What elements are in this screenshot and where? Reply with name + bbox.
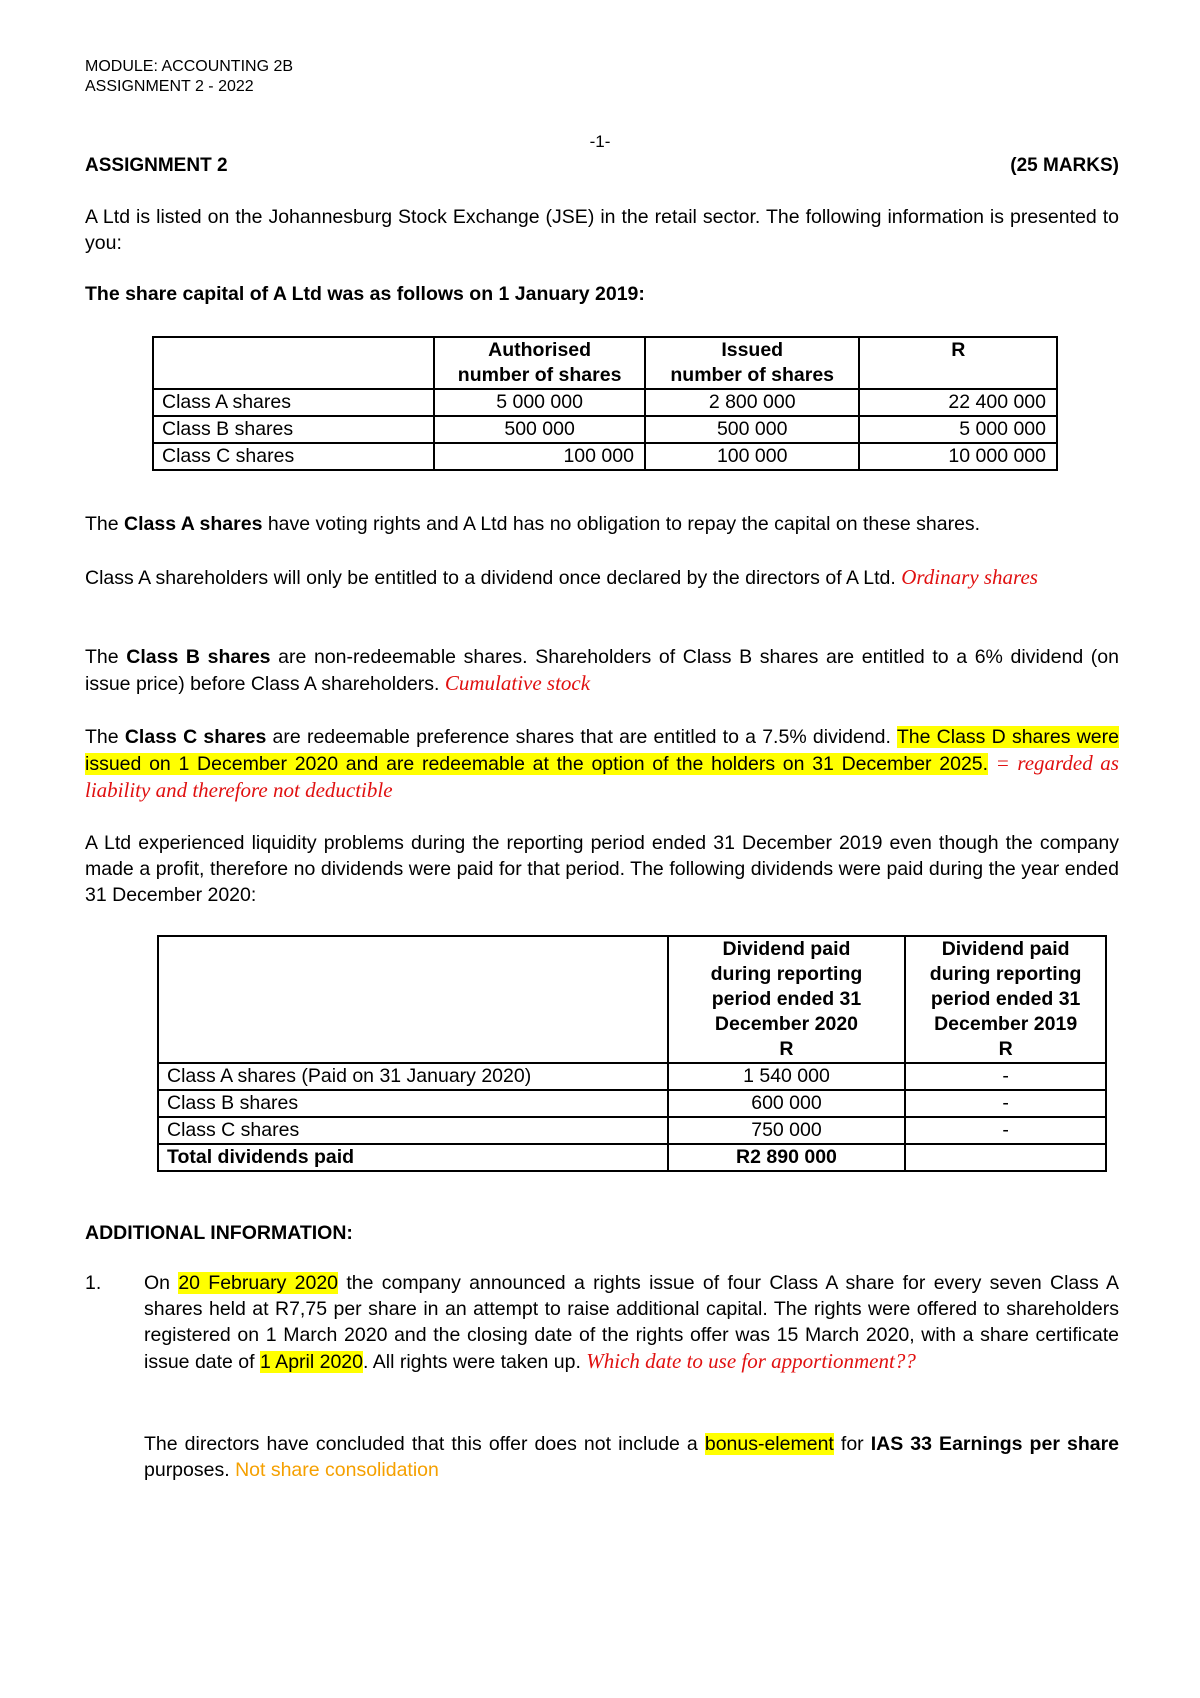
assignment-title [85, 155, 1119, 177]
class-a-paragraph: The Class A shares have voting rights and A Ltd has no obligation to repay the capital on these shares. [85, 513, 981, 535]
assignment-marks: (25 MARKS) [1010, 155, 1119, 176]
table-cell: - [905, 1063, 1106, 1090]
table-header-cell: Issued number of shares [645, 337, 860, 389]
table-cell: 750 000 [668, 1117, 906, 1144]
table-cell: R2 890 000 [668, 1144, 906, 1171]
table-header-row [158, 936, 1106, 1063]
table-header-cell [153, 337, 434, 389]
table-header-cell: R [859, 337, 1057, 389]
table-row [153, 416, 1057, 443]
highlight-announcement-date: 20 February 2020 [178, 1272, 339, 1294]
table-cell: 500 000 [645, 416, 860, 443]
table-row [158, 1090, 1106, 1117]
share-capital-heading: The share capital of A Ltd was as follows on 1 January 2019: [85, 283, 645, 305]
page-number: -1- [589, 132, 611, 151]
class-b-paragraph: The Class B shares are non-redeemable shares. Shareholders of Class B shares are entitled to a 6% dividend (on issue price) before Class A shareholders. Cumulative stock [85, 646, 1119, 695]
table-cell: Class B shares [153, 416, 434, 443]
table-row [158, 1117, 1106, 1144]
annotation-cumulative-stock: Cumulative stock [444, 671, 591, 695]
table-cell [905, 1144, 1106, 1171]
table-cell: Class B shares [158, 1090, 668, 1117]
table-cell: - [905, 1090, 1106, 1117]
table-cell: Class C shares [153, 443, 434, 470]
assignment-title-left: ASSIGNMENT 2 [85, 155, 228, 176]
rights-issue-paragraph: On 20 February 2020 the company announced a rights issue of four Class A share for every seven Class A shares held at R7,75 per share in an attempt to raise additional capital. The rights were offered to shareholders registered on 1 March 2020 and the closing date of the rights offer was 15 March 2020, with a share certificate issue date of 1 April 2020. All rights were taken up. Which date to use for apportionment?? [144, 1272, 1119, 1373]
table-cell: 600 000 [668, 1090, 906, 1117]
table-cell: Class C shares [158, 1117, 668, 1144]
table-row [153, 443, 1057, 470]
liquidity-paragraph: A Ltd experienced liquidity problems during the reporting period ended 31 December 2019 even though the company made a profit, therefore no dividends were paid for that period. The following dividends were paid during the year ended 31 December 2020: [85, 832, 1119, 906]
table-cell: 2 800 000 [645, 389, 860, 416]
table-header-cell: Dividend paid during reporting period ended 31 December 2019 R [905, 936, 1106, 1063]
assignment-header: ASSIGNMENT 2 - 2022 [85, 78, 254, 95]
table-cell: Total dividends paid [158, 1144, 668, 1171]
table-cell: 5 000 000 [434, 389, 645, 416]
annotation-ordinary-shares: Ordinary shares [901, 565, 1038, 589]
table-cell: 22 400 000 [859, 389, 1057, 416]
table-cell: Class A shares [153, 389, 434, 416]
table-cell: 100 000 [645, 443, 860, 470]
table-cell: 100 000 [434, 443, 645, 470]
table-cell: 500 000 [434, 416, 645, 443]
share-capital-table [152, 336, 1058, 471]
dividends-table [157, 935, 1107, 1172]
table-header-cell [158, 936, 668, 1063]
directors-paragraph: The directors have concluded that this offer does not include a bonus-element for IAS 33 Earnings per share purposes. Not share consolidation [144, 1433, 1120, 1481]
annotation-liability: = regarded as liability and therefore not deductible [85, 751, 1119, 802]
additional-info-heading: ADDITIONAL INFORMATION: [85, 1222, 353, 1244]
table-cell: Class A shares (Paid on 31 January 2020) [158, 1063, 668, 1090]
table-cell: - [905, 1117, 1106, 1144]
table-total-row [158, 1144, 1106, 1171]
table-header-row [153, 337, 1057, 389]
table-cell: 5 000 000 [859, 416, 1057, 443]
module-header: MODULE: ACCOUNTING 2B [85, 58, 294, 75]
table-cell: 10 000 000 [859, 443, 1057, 470]
intro-paragraph: A Ltd is listed on the Johannesburg Stock Exchange (JSE) in the retail sector. The following information is presented to you: [85, 206, 1119, 254]
highlight-bonus-element: bonus-element [704, 1433, 834, 1455]
table-cell: 1 540 000 [668, 1063, 906, 1090]
table-header-cell: Authorised number of shares [434, 337, 645, 389]
item-number: 1. [85, 1272, 102, 1294]
annotation-apportionment: Which date to use for apportionment?? [586, 1349, 916, 1373]
class-c-paragraph: The Class C shares are redeemable preference shares that are entitled to a 7.5% dividend. The Class D shares were issued on 1 December 2020 and are redeemable at the option of the holders on 31 December 2025. = regarded as liability and therefore not deductible [85, 726, 1119, 802]
annotation-not-share-consolidation: Not share consolidation [235, 1459, 439, 1481]
table-row [158, 1063, 1106, 1090]
highlight-class-d: The Class D shares were issued on 1 December 2020 and are redeemable at the option of the holders on 31 December 2025. [85, 726, 1119, 775]
table-row [153, 389, 1057, 416]
table-header-cell: Dividend paid during reporting period ended 31 December 2020 R [668, 936, 906, 1063]
highlight-issue-date: 1 April 2020 [260, 1351, 363, 1373]
class-a-dividend-paragraph: Class A shareholders will only be entitled to a dividend once declared by the directors of A Ltd. Ordinary shares [85, 565, 1038, 589]
